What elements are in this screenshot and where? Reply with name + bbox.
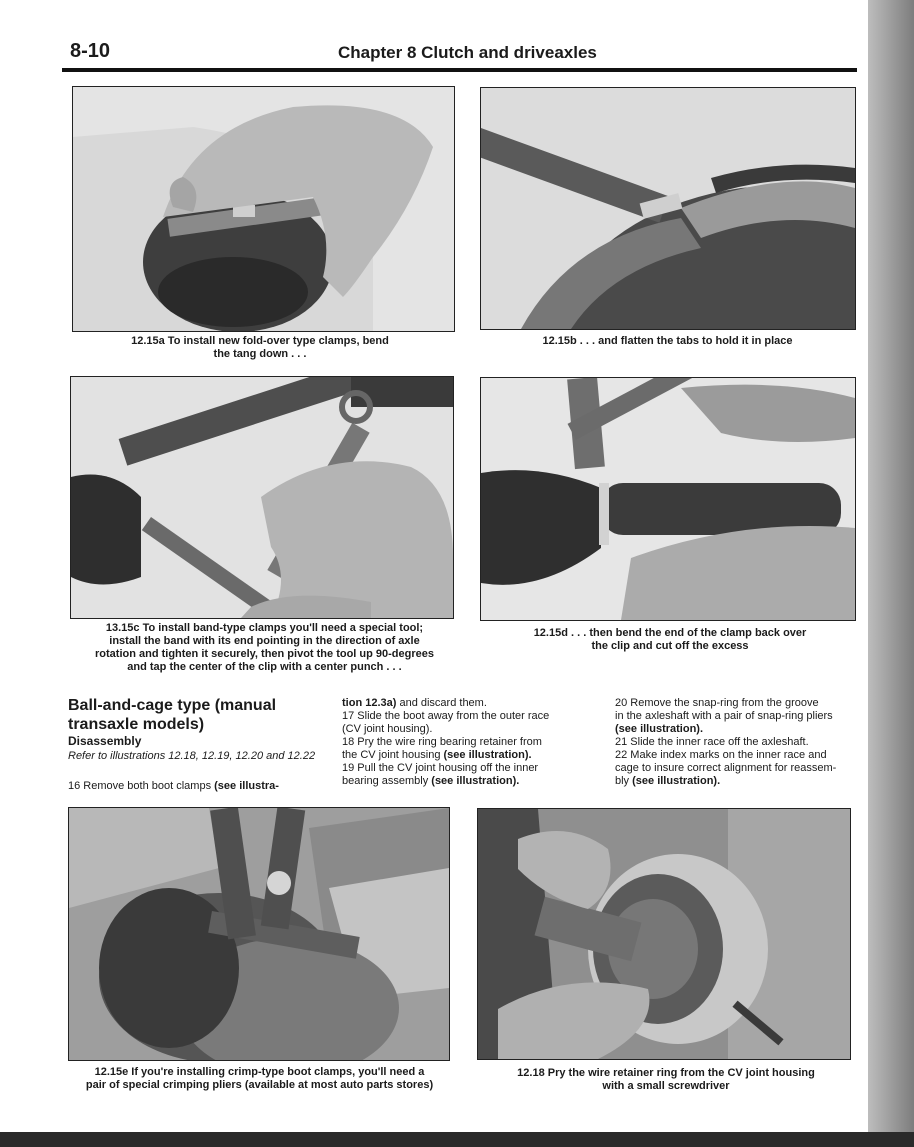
paragraph-line: [342, 697, 602, 710]
caption-line: 12.18 Pry the wire retainer ring from the CV joint housing: [517, 1067, 815, 1079]
illustration-ref: (see illustration).: [632, 775, 721, 787]
paragraph-text: bearing assembly: [342, 775, 432, 787]
text-column-2: [342, 697, 602, 788]
illustration-ref: (see illustration).: [431, 775, 520, 787]
caption-line: 12.15b . . . and flatten the tabs to hold it in place: [542, 335, 793, 347]
paragraph-line: [615, 775, 867, 788]
photo-12-15a: [72, 86, 455, 332]
paragraph-line: 20 Remove the snap-ring from the groove: [615, 697, 819, 709]
caption-13-15c: [62, 622, 467, 674]
paragraph-text: the CV joint housing: [342, 749, 444, 761]
section-heading-line: transaxle models): [68, 716, 205, 733]
paragraph-text: bly: [615, 775, 633, 787]
paragraph-text: 16 Remove both boot clamps: [68, 780, 215, 792]
photo-12-18: [477, 808, 851, 1060]
caption-12-15e: [62, 1066, 457, 1092]
paragraph-line: 19 Pull the CV joint housing off the inner: [342, 762, 539, 774]
illustration-ref: tion 12.3a): [342, 697, 397, 709]
paragraph-line: 17 Slide the boot away from the outer race: [342, 710, 550, 722]
paragraph-line: cage to insure correct alignment for reassem-: [615, 762, 837, 774]
paragraph-line: (CV joint housing).: [342, 723, 433, 735]
page-edge-shadow: [868, 0, 914, 1147]
section-heading-line: Ball-and-cage type (manual: [68, 697, 277, 714]
caption-line: and tap the center of the clip with a center punch . . .: [127, 661, 402, 673]
refer-note: Refer to illustrations 12.18, 12.19, 12.20 and 12.22: [68, 750, 316, 762]
paragraph-line: [615, 723, 867, 736]
paragraph-text: and discard them.: [396, 697, 487, 709]
caption-line: the clip and cut off the excess: [591, 640, 749, 652]
paragraph-line: 18 Pry the wire ring bearing retainer from: [342, 736, 542, 748]
illustration-ref: (see illustra-: [214, 780, 279, 792]
illustration-ref: (see illustration).: [615, 723, 704, 735]
text-column-3: [615, 697, 867, 788]
paragraph-line: in the axleshaft with a pair of snap-ring pliers: [615, 710, 833, 722]
caption-line: 13.15c To install band-type clamps you'll need a special tool;: [105, 622, 424, 634]
paragraph-16: [68, 780, 328, 793]
caption-line: with a small screwdriver: [602, 1080, 730, 1092]
paragraph-line: 22 Make index marks on the inner race and: [615, 749, 827, 761]
caption-12-18: [490, 1067, 842, 1093]
caption-line: install the band with its end pointing in the direction of axle: [109, 635, 420, 647]
photo-12-15e: [68, 807, 450, 1061]
photo-13-15c: [70, 376, 454, 619]
caption-line: pair of special crimping pliers (available at most auto parts stores): [85, 1079, 434, 1091]
illustration-ref: (see illustration).: [443, 749, 532, 761]
paragraph-line: [342, 749, 602, 762]
header-rule: [62, 68, 857, 72]
photo-12-15d: [480, 377, 856, 621]
subheading-disassembly: Disassembly: [68, 734, 142, 748]
caption-12-15a: [90, 335, 430, 361]
caption-12-15b: [490, 335, 845, 348]
chapter-title: Chapter 8 Clutch and driveaxles: [338, 43, 597, 62]
page-bottom-edge: [0, 1132, 914, 1147]
page-number: 8-10: [70, 40, 111, 62]
paragraph-line: 21 Slide the inner race off the axleshaft.: [615, 736, 809, 748]
caption-line: 12.15d . . . then bend the end of the clamp back over: [533, 627, 807, 639]
caption-line: the tang down . . .: [213, 348, 307, 360]
caption-line: 12.15e If you're installing crimp-type boot clamps, you'll need a: [94, 1066, 425, 1078]
photo-12-15b: [480, 87, 856, 330]
caption-line: 12.15a To install new fold-over type clamps, bend: [131, 335, 389, 347]
caption-line: rotation and tighten it securely, then pivot the tool up 90-degrees: [95, 648, 434, 660]
paragraph-line: [342, 775, 602, 788]
caption-12-15d: [500, 627, 840, 653]
section-heading: [68, 696, 328, 734]
